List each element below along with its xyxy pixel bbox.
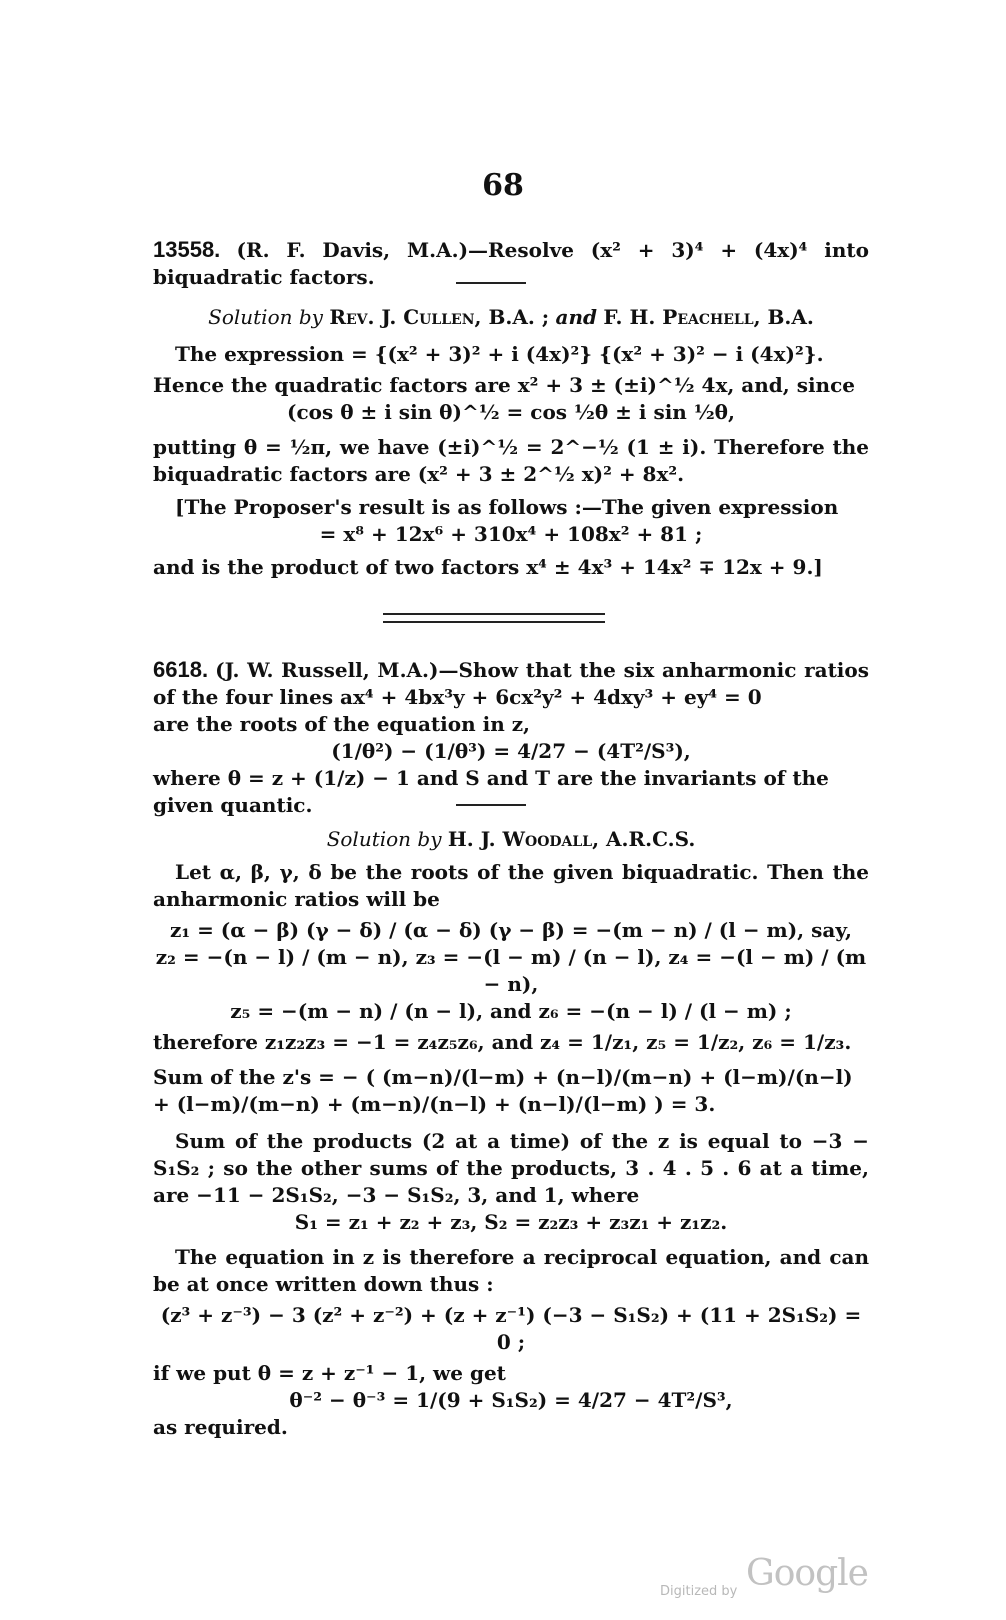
question-author: (J. W. Russell, M.A.) bbox=[215, 658, 439, 682]
sum-of-z-line: Sum of the z's = − ( (m−n)/(l−m) + (n−l)/(m−n) + (l−m)/(n−l) + (l−m)/(m−n) + (m−n)/(n−l) + (n−l)/(l−m) ) = 3. bbox=[153, 1065, 853, 1116]
solution-line: if we put θ = z + z⁻¹ − 1, we get bbox=[153, 1361, 506, 1385]
question-number: 13558. bbox=[153, 237, 221, 262]
solution-6618 bbox=[153, 826, 869, 1441]
solution-byline bbox=[153, 826, 869, 853]
short-divider bbox=[456, 282, 526, 284]
question-equation: (1/θ²) − (1/θ³) = 4/27 − (4T²/S³), bbox=[331, 739, 691, 763]
question-statement: —Resolve (x² + 3)⁴ + (4x)⁴ into biquadratic factors. bbox=[153, 238, 869, 289]
and-label: and bbox=[555, 305, 597, 329]
solution-line: as required. bbox=[153, 1415, 288, 1439]
digitized-watermark bbox=[660, 1553, 880, 1604]
solution-by-label: Solution by bbox=[326, 827, 442, 851]
solution-line: therefore z₁z₂z₃ = −1 = z₄z₅z₆, and z₄ = 1/z₁, z₅ = 1/z₂, z₆ = 1/z₃. bbox=[153, 1030, 852, 1054]
solution-line: The equation in z is therefore a reciprocal equation, and can be at once written down thus : bbox=[153, 1245, 869, 1296]
solution-equation: (cos θ ± i sin θ)^½ = cos ½θ ± i sin ½θ, bbox=[287, 400, 735, 424]
solution-line: Let α, β, γ, δ be the roots of the given biquadratic. Then the anharmonic ratios will be bbox=[153, 860, 869, 911]
solution-equation: z₅ = −(m − n) / (n − l), and z₆ = −(n − l) / (l − m) ; bbox=[230, 999, 792, 1023]
solution-equation: (z³ + z⁻³) − 3 (z² + z⁻²) + (z + z⁻¹) (−3 − S₁S₂) + (11 + 2S₁S₂) = 0 ; bbox=[160, 1303, 862, 1354]
solution-by-label: Solution by bbox=[208, 305, 323, 329]
solver-name: H. J. Woodall, A.R.C.S. bbox=[447, 827, 696, 851]
question-6618-header bbox=[153, 656, 869, 711]
short-divider bbox=[456, 804, 526, 806]
solution-equation: θ⁻² − θ⁻³ = 1/(9 + S₁S₂) = 4/27 − 4T²/S³, bbox=[289, 1388, 733, 1412]
solution-line: Hence the quadratic factors are x² + 3 ± (±i)^½ 4x, and, since bbox=[153, 373, 856, 397]
google-logo: Google bbox=[746, 1553, 868, 1594]
solver-name-2: F. H. Peachell, B.A. bbox=[603, 305, 814, 329]
solution-equation: z₂ = −(n − l) / (m − n), z₃ = −(l − m) / (n − l), z₄ = −(l − m) / (m − n), bbox=[155, 945, 867, 996]
question-statement: —Show that the six anharmonic ratios of the four lines ax⁴ + 4bx³y + 6cx²y² + 4dxy³ + ey⁴ = 0 bbox=[153, 658, 870, 709]
solution-line: putting θ = ½π, we have (±i)^½ = 2^−½ (1 ± i). Therefore the biquadratic factors are (x² + 3 ± 2^½ x)² + 8x². bbox=[153, 435, 869, 486]
question-statement-line: where θ = z + (1/z) − 1 and S and T are the invariants of the given quantic. bbox=[153, 766, 829, 817]
double-divider bbox=[383, 613, 605, 623]
digitized-label: Digitized by bbox=[660, 1584, 738, 1599]
solver-name: Rev. J. Cullen, B.A. ; bbox=[329, 305, 550, 329]
solution-line: Sum of the products (2 at a time) of the z is equal to −3 − S₁S₂ ; so the other sums of the products, 3 . 4 . 5 . 6 at a time, are −11 − 2S₁S₂, −3 − S₁S₂, 3, and 1, where bbox=[153, 1129, 869, 1207]
solution-equation: S₁ = z₁ + z₂ + z₃, S₂ = z₂z₃ + z₃z₁ + z₁z₂. bbox=[294, 1210, 728, 1234]
proposer-equation: = x⁸ + 12x⁶ + 310x⁴ + 108x² + 81 ; bbox=[319, 522, 703, 546]
page-number: 68 bbox=[482, 168, 524, 203]
solution-line: The expression = {(x² + 3)² + i (4x)²} {(x² + 3)² − i (4x)²}. bbox=[175, 342, 824, 366]
solution-byline bbox=[153, 304, 869, 331]
solution-equation: z₁ = (α − β) (γ − δ) / (α − δ) (γ − β) = −(m − n) / (l − m), say, bbox=[170, 918, 852, 942]
proposer-note: [The Proposer's result is as follows :—The given expression bbox=[175, 495, 839, 519]
question-author: (R. F. Davis, M.A.) bbox=[236, 238, 469, 262]
solution-13558 bbox=[153, 304, 869, 581]
question-number: 6618. bbox=[153, 657, 209, 682]
proposer-note-end: and is the product of two factors x⁴ ± 4x³ + 14x² ∓ 12x + 9.] bbox=[153, 555, 823, 579]
question-statement-line: are the roots of the equation in z, bbox=[153, 712, 531, 736]
question-6618 bbox=[153, 656, 869, 819]
